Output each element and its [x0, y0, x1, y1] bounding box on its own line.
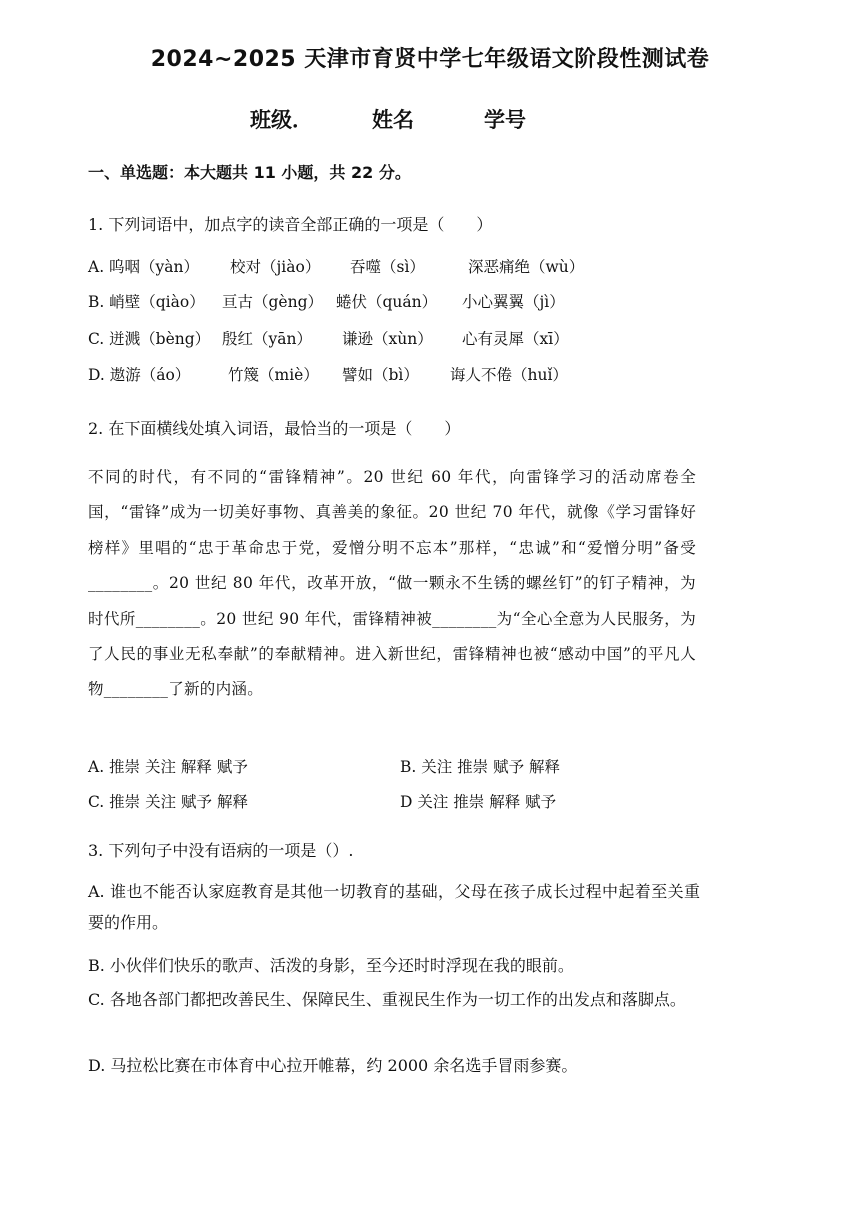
q3-option-d: D. 马拉松比赛在市体育中心拉开帷幕，约 2000 余名选手冒雨参赛。 — [88, 1056, 578, 1075]
q2-option-b: B. 关注 推崇 赋予 解释 — [400, 758, 561, 776]
q3-option-c: C. 各地各部门都把改善民生、保障民生、重视民生作为一切工作的出发点和落脚点。 — [88, 990, 686, 1009]
q2-option-a: A. 推崇 关注 解释 赋予 — [88, 758, 248, 776]
q1-b-item-4: 小心翼翼（jì） — [462, 293, 565, 311]
q1-c-item-2: 殷红（yān） — [222, 330, 312, 348]
q1-d-item-3: 譬如（bì） — [342, 366, 419, 384]
q1-a-item-1: A. 呜咽（yàn） — [88, 258, 200, 276]
q2-option-c: C. 推崇 关注 赋予 解释 — [88, 793, 248, 811]
question-1-stem: 1. 下列词语中，加点字的读音全部正确的一项是（ ） — [88, 215, 493, 234]
q1-b-item-3: 蜷伏（quán） — [336, 293, 438, 311]
section-heading: 一、单选题：本大题共 11 小题，共 22 分。 — [88, 163, 411, 182]
q1-a-item-3: 吞噬（sì） — [350, 258, 425, 276]
q1-d-item-2: 竹篾（miè） — [228, 366, 319, 384]
q1-d-item-1: D. 遨游（áo） — [88, 366, 191, 384]
question-2-stem: 2. 在下面横线处填入词语，最恰当的一项是（ ） — [88, 419, 461, 438]
q2-option-d: D 关注 推崇 解释 赋予 — [400, 793, 557, 811]
q2-passage: 不同的时代，有不同的“雷锋精神”。20 世纪 60 年代，向雷锋学习的活动席卷全国，“雷锋”成为一切美好事物、真善美的象征。20 世纪 70 年代，就像《学习雷锋好榜样》里唱的“忠于革命忠于党，爱憎分明不忘本”那样，“忠诚”和“爱憎分明”备受________。20 世纪 80 年代，改革开放，“做一颗永不生锈的螺丝钉”的钉子精神，为时代所________。20 世纪 90 年代，雷锋精神被________为“全心全意为人民服务，为了人民的事业无私奉献”的奉献精神。进入新世纪，雷锋精神也被“感动中国”的平凡人物________了新的内涵。 — [88, 468, 696, 699]
q3-option-a: A. 谁也不能否认家庭教育是其他一切教育的基础，父母在孩子成长过程中起着至关重要的作用。 — [88, 882, 700, 932]
exam-title: 2024~2025 天津市育贤中学七年级语文阶段性测试卷 — [150, 47, 710, 72]
student-id-label: 学号 — [484, 108, 526, 132]
q1-d-item-4: 诲人不倦（huǐ） — [450, 366, 568, 384]
q1-b-item-2: 亘古（gèng） — [222, 293, 324, 311]
q1-c-item-3: 谦逊（xùn） — [342, 330, 433, 348]
question-3-stem: 3. 下列句子中没有语病的一项是（）. — [88, 841, 354, 860]
q1-a-item-4: 深恶痛绝（wù） — [468, 258, 585, 276]
name-label: 姓名 — [372, 108, 414, 132]
q1-b-item-1: B. 峭壁（qiào） — [88, 293, 205, 311]
class-label: 班级． — [250, 108, 313, 132]
q3-option-b: B. 小伙伴们快乐的歌声、活泼的身影，至今还时时浮现在我的眼前。 — [88, 956, 574, 975]
q1-c-item-4: 心有灵犀（xī） — [462, 330, 569, 348]
q1-c-item-1: C. 迸溅（bèng） — [88, 330, 211, 348]
q1-a-item-2: 校对（jiào） — [230, 258, 321, 276]
